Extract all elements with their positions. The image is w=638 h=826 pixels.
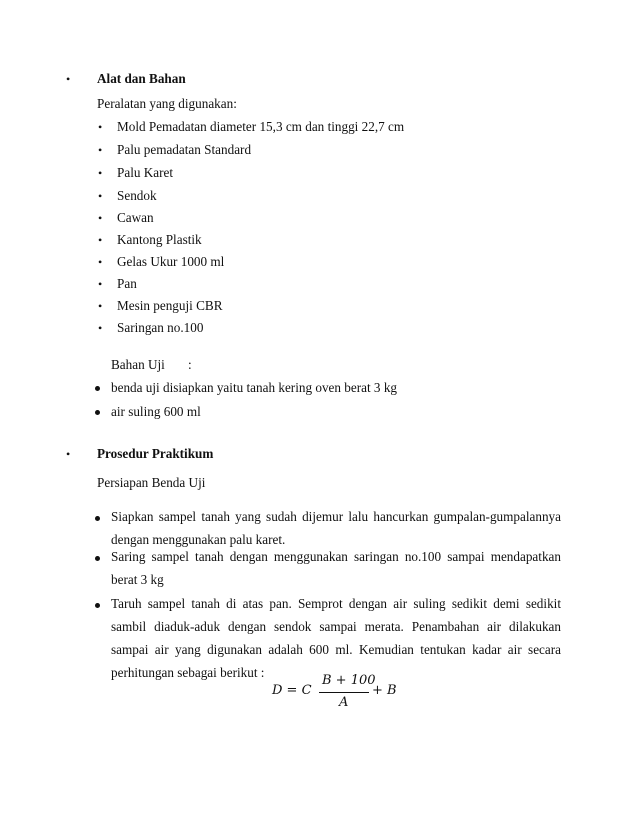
list-item: Saring sampel tanah dengan menggunakan saringan no.100 sampai mendapatkan berat 3 kg	[111, 549, 561, 587]
list-bullet: •	[98, 211, 103, 225]
list-bullet	[95, 386, 100, 391]
list-item: Saringan no.100	[117, 320, 204, 335]
list-bullet: •	[98, 120, 103, 134]
list-item: benda uji disiapkan yaitu tanah kering oven berat 3 kg	[111, 380, 398, 395]
list-item: Gelas Ukur 1000 ml	[117, 254, 225, 269]
list-bullet: •	[98, 255, 103, 269]
list-item: Mesin penguji CBR	[117, 298, 223, 313]
formula-rhs: + B	[372, 683, 397, 698]
formula-denominator: A	[339, 695, 349, 710]
section-title-prosedur: Prosedur Praktikum	[97, 446, 214, 461]
fraction-bar	[319, 692, 369, 693]
list-item: Sendok	[117, 188, 157, 203]
formula-numerator: B + 100	[322, 673, 376, 688]
section-title-alat-bahan: Alat dan Bahan	[97, 71, 186, 86]
list-item: Siapkan sampel tanah yang sudah dijemur lalu hancurkan gumpalan-gumpalannya dengan menggunakan palu karet.	[111, 509, 561, 547]
list-bullet: •	[98, 166, 103, 180]
materials-colon: :	[188, 357, 192, 372]
list-item: Cawan	[117, 210, 154, 225]
list-bullet	[95, 410, 100, 415]
section-bullet: •	[66, 447, 71, 461]
list-item: Pan	[117, 276, 137, 291]
list-bullet	[95, 516, 100, 521]
list-item: Palu pemadatan Standard	[117, 142, 252, 157]
formula-lhs: D = C	[272, 683, 312, 698]
materials-label: Bahan Uji	[111, 357, 165, 372]
list-bullet: •	[98, 233, 103, 247]
list-bullet: •	[98, 299, 103, 313]
subsection-title: Persiapan Benda Uji	[97, 475, 206, 490]
list-bullet	[95, 603, 100, 608]
tools-intro: Peralatan yang digunakan:	[97, 96, 237, 111]
list-bullet: •	[98, 277, 103, 291]
list-bullet: •	[98, 143, 103, 157]
list-bullet: •	[98, 321, 103, 335]
list-bullet: •	[98, 189, 103, 203]
list-item: Mold Pemadatan diameter 15,3 cm dan tinggi 22,7 cm	[117, 119, 405, 134]
list-bullet	[95, 556, 100, 561]
list-item: Kantong Plastik	[117, 232, 202, 247]
list-item: air suling 600 ml	[111, 404, 201, 419]
list-item: Palu Karet	[117, 165, 174, 180]
section-bullet: •	[66, 72, 71, 86]
list-item: Taruh sampel tanah di atas pan. Semprot dengan air suling sedikit demi sedikit sambil diaduk-aduk dengan sendok sampai merata. Penambahan air dilakukan sampai air yang digunakan adalah 600 ml. Kemudian tentukan kadar air secara perhitungan sebagai berikut :	[111, 596, 561, 680]
